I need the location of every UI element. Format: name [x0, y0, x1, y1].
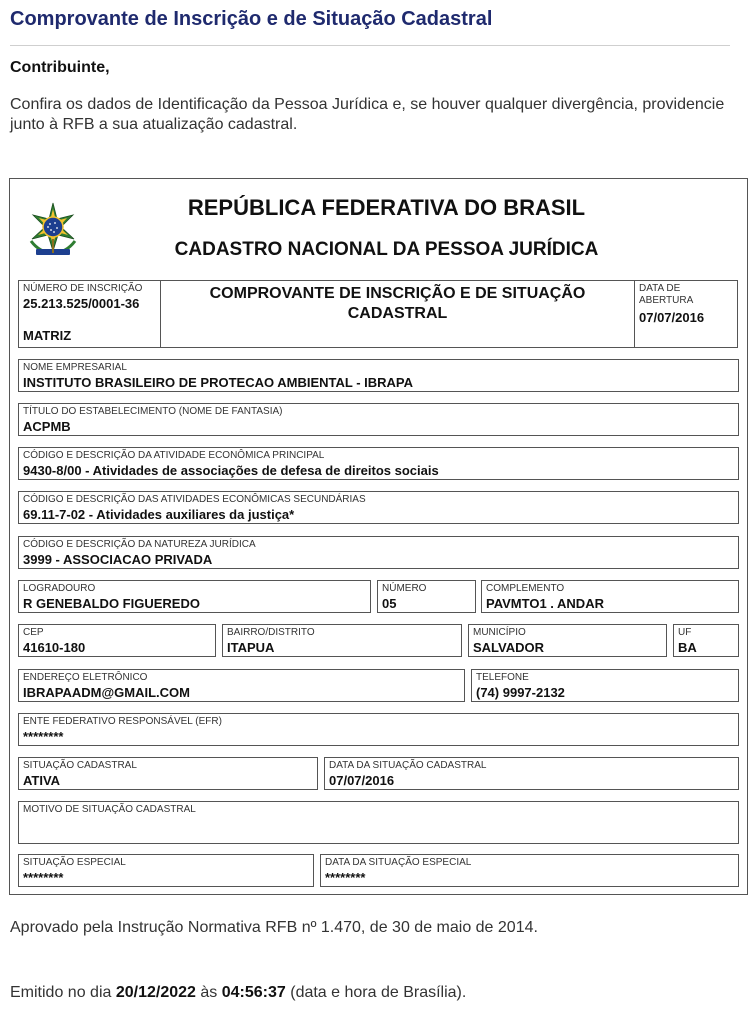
- telefone-label: TELEFONE: [476, 672, 529, 683]
- title-divider: [10, 45, 730, 46]
- uf-label: UF: [678, 627, 692, 638]
- efr-label: ENTE FEDERATIVO RESPONSÁVEL (EFR): [23, 716, 222, 727]
- data-situacao-value: 07/07/2016: [329, 773, 395, 788]
- efr-box: [18, 713, 739, 746]
- bairro-label: BAIRRO/DISTRITO: [227, 627, 315, 638]
- emission-prefix: Emitido no dia: [10, 984, 112, 1001]
- bairro-value: ITAPUA: [227, 640, 275, 655]
- bairro-box: [222, 624, 462, 657]
- nome-empresarial-label: NOME EMPRESARIAL: [23, 362, 127, 373]
- natureza-juridica-label: CÓDIGO E DESCRIÇÃO DA NATUREZA JURÍDICA: [23, 539, 256, 550]
- municipio-value: SALVADOR: [473, 640, 545, 655]
- atividades-secundarias-box: [18, 491, 739, 524]
- page-title: Comprovante de Inscrição e de Situação Cadastral: [10, 8, 493, 30]
- abertura-value: 07/07/2016: [639, 310, 705, 325]
- situacao-box: [18, 757, 318, 790]
- motivo-box: [18, 801, 739, 844]
- municipio-label: MUNICÍPIO: [473, 627, 526, 638]
- complemento-label: COMPLEMENTO: [486, 583, 565, 594]
- efr-value: ********: [23, 729, 64, 744]
- numero-label: NÚMERO: [382, 583, 427, 594]
- data-situacao-especial-label: DATA DA SITUAÇÃO ESPECIAL: [325, 857, 472, 868]
- emission-date: 20/12/2022: [115, 984, 196, 1001]
- situacao-especial-value: ********: [23, 870, 64, 885]
- numero-value: 05: [382, 596, 397, 611]
- cep-value: 41610-180: [23, 640, 86, 655]
- logradouro-label: LOGRADOURO: [23, 583, 96, 594]
- natureza-juridica-box: [18, 536, 739, 569]
- normativa-text: Aprovado pela Instrução Normativa RFB nº 1.470, de 30 de maio de 2014.: [10, 919, 538, 936]
- complemento-box: [481, 580, 739, 613]
- nome-empresarial-value: INSTITUTO BRASILEIRO DE PROTECAO AMBIENTAL - IBRAPA: [23, 375, 414, 390]
- comprovante-box: [160, 280, 635, 348]
- situacao-label: SITUAÇÃO CADASTRAL: [23, 760, 137, 771]
- emission-time: 04:56:37: [221, 984, 286, 1001]
- intro-text: Confira os dados de Identificação da Pessoa Jurídica e, se houver qualquer divergência, providencie junto à RFB a sua atualização cadastral.: [10, 96, 725, 133]
- uf-box: [673, 624, 739, 657]
- email-label: ENDEREÇO ELETRÔNICO: [23, 672, 148, 683]
- inscricao-box: [18, 280, 161, 348]
- situacao-especial-label: SITUAÇÃO ESPECIAL: [23, 857, 126, 868]
- data-situacao-especial-box: [320, 854, 739, 887]
- logradouro-box: [18, 580, 371, 613]
- situacao-especial-box: [18, 854, 314, 887]
- greeting: Contribuinte,: [10, 59, 110, 76]
- emission-text: [10, 984, 466, 1002]
- inscricao-type: MATRIZ: [23, 328, 72, 343]
- email-box: [18, 669, 465, 702]
- atividade-principal-label: CÓDIGO E DESCRIÇÃO DA ATIVIDADE ECONÔMICA PRINCIPAL: [23, 450, 325, 461]
- data-situacao-box: [324, 757, 739, 790]
- abertura-box: [634, 280, 738, 348]
- municipio-box: [468, 624, 667, 657]
- telefone-box: [471, 669, 739, 702]
- data-situacao-label: DATA DA SITUAÇÃO CADASTRAL: [329, 760, 487, 771]
- atividade-principal-box: [18, 447, 739, 480]
- numero-box: [377, 580, 476, 613]
- motivo-label: MOTIVO DE SITUAÇÃO CADASTRAL: [23, 804, 196, 815]
- fantasia-label: TÍTULO DO ESTABELECIMENTO (NOME DE FANTASIA): [23, 406, 283, 417]
- abertura-label: DATA DE ABERTURA: [639, 283, 694, 306]
- atividade-principal-value: 9430-8/00 - Atividades de associações de defesa de direitos sociais: [23, 463, 439, 478]
- atividades-secundarias-label: CÓDIGO E DESCRIÇÃO DAS ATIVIDADES ECONÔMICAS SECUNDÁRIAS: [23, 494, 366, 505]
- comprovante-title: COMPROVANTE DE INSCRIÇÃO E DE SITUAÇÃO CADASTRAL: [209, 285, 586, 322]
- natureza-juridica-value: 3999 - ASSOCIACAO PRIVADA: [23, 552, 213, 567]
- uf-value: BA: [678, 640, 697, 655]
- cep-box: [18, 624, 216, 657]
- data-situacao-especial-value: ********: [325, 870, 366, 885]
- emission-mid: às: [200, 984, 218, 1001]
- email-value: IBRAPAADM@GMAIL.COM: [23, 685, 190, 700]
- republic-title: REPÚBLICA FEDERATIVA DO BRASIL: [187, 195, 586, 220]
- situacao-value: ATIVA: [23, 773, 61, 788]
- atividades-secundarias-value: 69.11-7-02 - Atividades auxiliares da justiça*: [23, 507, 295, 522]
- telefone-value: (74) 9997-2132: [476, 685, 565, 700]
- inscricao-value: 25.213.525/0001-36: [23, 296, 140, 311]
- fantasia-value: ACPMB: [23, 419, 71, 434]
- cadastro-title: CADASTRO NACIONAL DA PESSOA JURÍDICA: [174, 239, 599, 260]
- emission-suffix: (data e hora de Brasília).: [290, 984, 467, 1001]
- logradouro-value: R GENEBALDO FIGUEREDO: [23, 596, 200, 611]
- cep-label: CEP: [23, 627, 44, 638]
- fantasia-box: [18, 403, 739, 436]
- nome-empresarial-box: [18, 359, 739, 392]
- inscricao-label: NÚMERO DE INSCRIÇÃO: [23, 283, 143, 294]
- complemento-value: PAVMTO1 . ANDAR: [486, 596, 604, 611]
